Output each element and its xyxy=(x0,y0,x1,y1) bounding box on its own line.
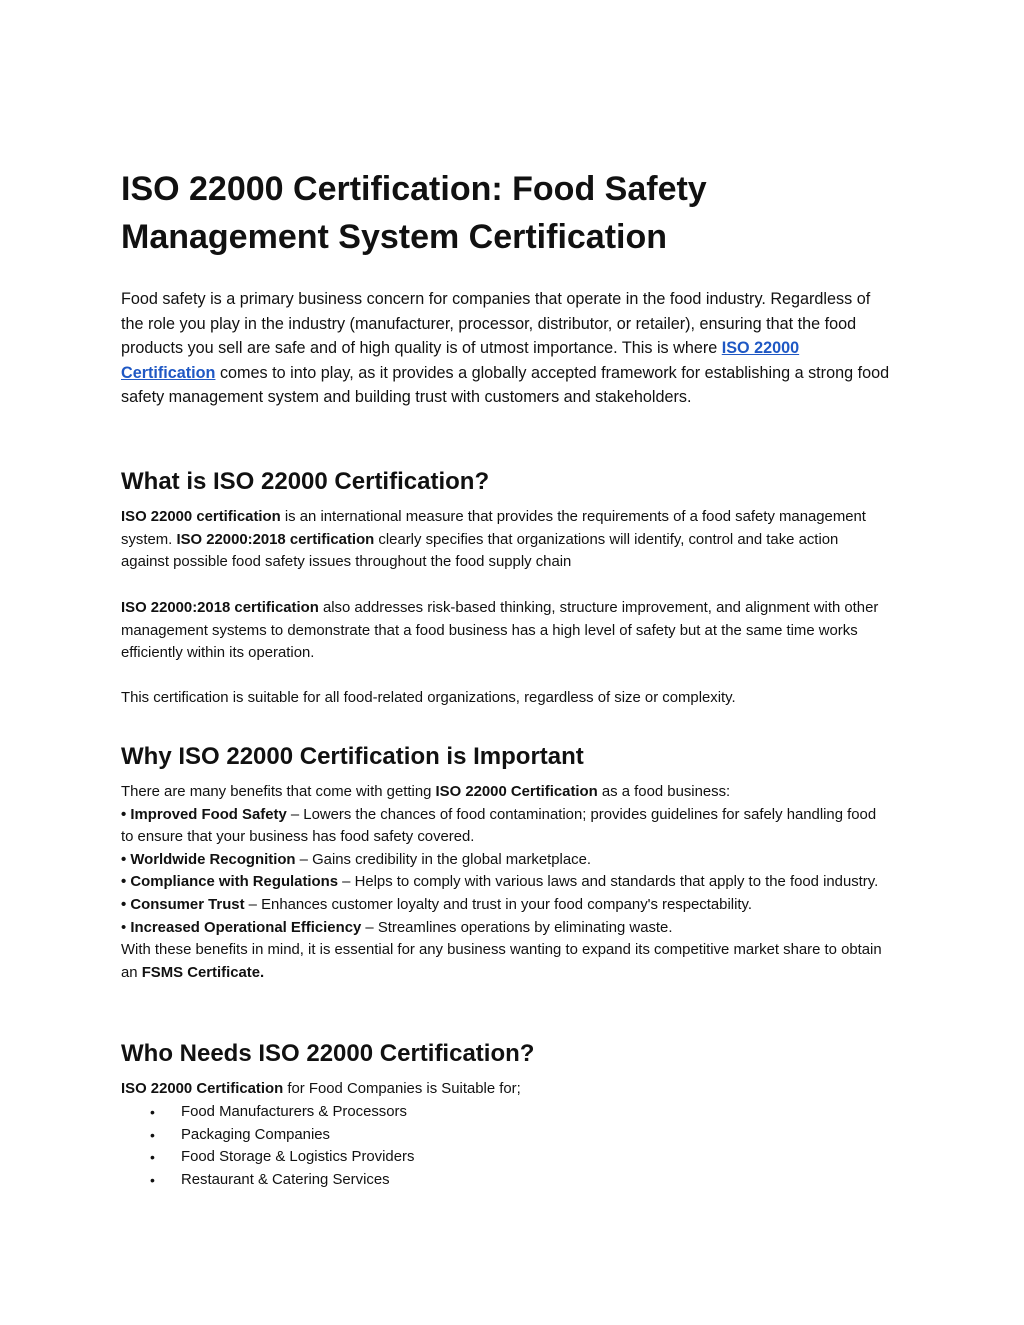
list-item xyxy=(121,1146,414,1169)
bullet-glyph: • xyxy=(150,1171,155,1188)
intro-paragraph xyxy=(121,287,891,410)
bullet-glyph: • xyxy=(150,1126,155,1143)
benefit-text: – Streamlines operations by eliminating waste. xyxy=(361,919,673,936)
benefit-text: – Enhances customer loyalty and trust in your food company's respectability. xyxy=(244,896,752,913)
why-block xyxy=(121,781,891,984)
bullet-glyph: • xyxy=(121,851,127,868)
list-item xyxy=(121,1124,414,1147)
who-text: for Food Companies is Suitable for; xyxy=(283,1081,521,1097)
bullet-glyph: • xyxy=(121,896,127,913)
benefit-item xyxy=(121,849,891,872)
section-heading-why: Why ISO 22000 Certification is Important xyxy=(121,743,584,770)
why-text: as a food business: xyxy=(597,784,731,800)
bullet-glyph: • xyxy=(150,1149,155,1166)
who-list xyxy=(121,1101,414,1191)
section-heading-who: Who Needs ISO 22000 Certification? xyxy=(121,1040,535,1067)
benefit-label: Compliance with Regulations xyxy=(130,874,339,891)
what-text: also addresses risk-based thinking, structure improvement, and alignment with other management systems to demonstrate that a food business has a high level of safety but at the same time works efficiently within its operation. xyxy=(121,600,879,662)
bold-term: ISO 22000:2018 certification xyxy=(121,600,319,616)
what-paragraph-1 xyxy=(121,506,881,574)
why-closing xyxy=(121,939,891,984)
benefit-label: Improved Food Safety xyxy=(130,806,287,823)
bold-term: ISO 22000:2018 certification xyxy=(176,531,375,548)
bold-term: ISO 22000 Certification xyxy=(121,1081,284,1097)
bullet-glyph: • xyxy=(121,806,127,823)
benefit-label: Increased Operational Efficiency xyxy=(130,919,362,936)
list-item xyxy=(121,1169,414,1192)
what-paragraph-2 xyxy=(121,597,901,665)
bold-term: ISO 22000 Certification xyxy=(435,784,598,800)
benefit-item xyxy=(121,894,891,917)
list-item xyxy=(121,1101,414,1124)
benefit-item xyxy=(121,917,891,940)
bullet-glyph: • xyxy=(150,1104,155,1120)
what-paragraph-3: This certification is suitable for all food-related organizations, regardless of size or complexity. xyxy=(121,690,736,706)
benefit-text: – Helps to comply with various laws and standards that apply to the food industry. xyxy=(338,874,879,891)
benefit-item xyxy=(121,871,891,894)
benefit-label: Worldwide Recognition xyxy=(130,851,296,868)
benefit-text: – Gains credibility in the global marketplace. xyxy=(295,851,592,868)
benefit-text: – Lowers the chances of food contamination; provides guidelines for safely handling food to ensure that your business has food safety covered. xyxy=(121,806,877,846)
iso-certification-link[interactable]: ISO 22000 Certification xyxy=(121,339,800,382)
page-title: ISO 22000 Certification: Food Safety Management System Certification xyxy=(121,170,707,256)
list-item-text: Packaging Companies xyxy=(181,1126,330,1143)
bold-term: ISO 22000 certification xyxy=(121,509,281,525)
what-text: is an international measure that provides the requirements of a food safety management system. xyxy=(121,509,866,548)
why-text: There are many benefits that come with getting xyxy=(121,784,436,800)
bullet-glyph: • xyxy=(121,919,127,936)
bold-term: FSMS Certificate. xyxy=(141,964,265,981)
why-intro xyxy=(121,781,891,804)
benefit-item xyxy=(121,804,891,849)
bullet-glyph: • xyxy=(121,874,127,891)
what-text: clearly specifies that organizations will identify, control and take action against possible food safety issues throughout the food supply chain xyxy=(121,531,839,571)
list-item-text: Food Storage & Logistics Providers xyxy=(181,1149,415,1166)
intro-text-after: comes to into play, as it provides a globally accepted framework for establishing a strong food safety management system and building trust with customers and stakeholders. xyxy=(121,363,890,407)
who-intro xyxy=(121,1078,901,1101)
list-item-text: Food Manufacturers & Processors xyxy=(181,1104,407,1120)
why-text: With these benefits in mind, it is essential for any business wanting to expand its competitive market share to obtain an xyxy=(121,942,882,981)
list-item-text: Restaurant & Catering Services xyxy=(181,1171,390,1188)
intro-text-before: Food safety is a primary business concern for companies that operate in the food industry. Regardless of the role you play in the industry (manufacturer, processor, distributor, or retailer), ensuring that the food products you sell are safe and of high quality is of utmost importance. This is where xyxy=(121,290,871,358)
section-heading-what: What is ISO 22000 Certification? xyxy=(121,468,490,495)
benefit-label: Consumer Trust xyxy=(130,896,245,913)
